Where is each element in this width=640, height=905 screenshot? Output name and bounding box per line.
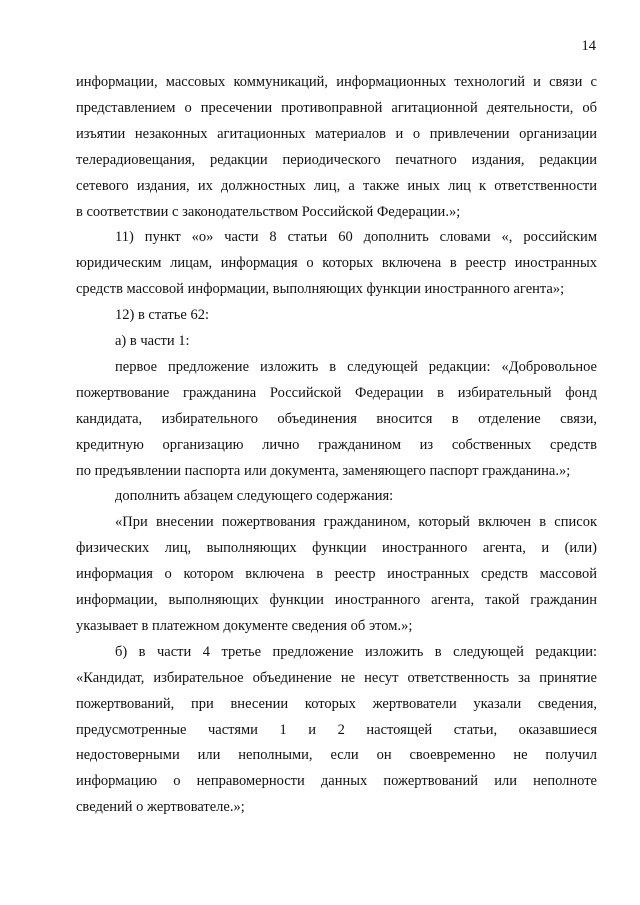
text-line: представлением о пресечении противоправной агитационной деятельности, об xyxy=(76,99,597,116)
text-line: 12) в статье 62: xyxy=(115,307,209,324)
text-line: первое предложение изложить в следующей редакции: «Добровольное xyxy=(115,358,597,375)
text-line: информацию о неправомерности данных пожертвований или неполноте xyxy=(76,773,597,790)
text-line: указывает в платежном документе сведения об этом.»; xyxy=(76,617,413,634)
text-line: кандидата, избирательного объединения вносится в отделение связи, xyxy=(76,410,597,427)
text-line: сетевого издания, их должностных лиц, а также иных лиц к ответственности xyxy=(76,177,597,194)
text-line: «Кандидат, избирательное объединение не несут ответственность за принятие xyxy=(76,669,597,686)
text-line: юридическим лицам, информация о которых включена в реестр иностранных xyxy=(76,255,597,272)
text-line: предусмотренные частями 1 и 2 настоящей статьи, оказавшиеся xyxy=(76,721,597,738)
text-line: недостоверными или неполными, если он своевременно не получил xyxy=(76,747,597,764)
text-line: а) в части 1: xyxy=(115,333,190,349)
text-line: дополнить абзацем следующего содержания: xyxy=(115,488,394,505)
text-line: сведений о жертвователе.»; xyxy=(76,799,245,816)
text-line: 11) пункт «о» части 8 статьи 60 дополнить словами «, российским xyxy=(115,229,597,246)
text-line: информации, выполняющих функции иностранного агента, такой гражданин xyxy=(76,592,597,608)
text-line: в соответствии с законодательством Российской Федерации.»; xyxy=(76,203,461,220)
text-line: телерадиовещания, редакции периодического печатного издания, редакции xyxy=(76,151,597,168)
page-number: 14 xyxy=(581,38,596,54)
text-line: кредитную организацию лично гражданином из собственных средств xyxy=(76,436,597,453)
text-line: информация о котором включена в реестр иностранных средств массовой xyxy=(76,566,597,583)
text-line: информации, массовых коммуникаций, информационных технологий и связи с xyxy=(76,74,597,90)
text-line: изъятии незаконных агитационных материалов и о привлечении организации xyxy=(76,125,597,142)
text-line: б) в части 4 третье предложение изложить в следующей редакции: xyxy=(115,643,597,660)
text-line: по предъявлении паспорта или документа, заменяющего паспорт гражданина.»; xyxy=(76,462,571,479)
text-line: средств массовой информации, выполняющих функции иностранного агента»; xyxy=(76,281,565,298)
text-line: физических лиц, выполняющих функции иностранного агента, и (или) xyxy=(76,540,597,557)
text-line: пожертвований, при внесении которых жертвователи указали сведения, xyxy=(76,695,597,712)
text-line: «При внесении пожертвования гражданином, который включен в список xyxy=(115,514,597,531)
text-line: пожертвование гражданина Российской Федерации в избирательный фонд xyxy=(76,384,597,401)
